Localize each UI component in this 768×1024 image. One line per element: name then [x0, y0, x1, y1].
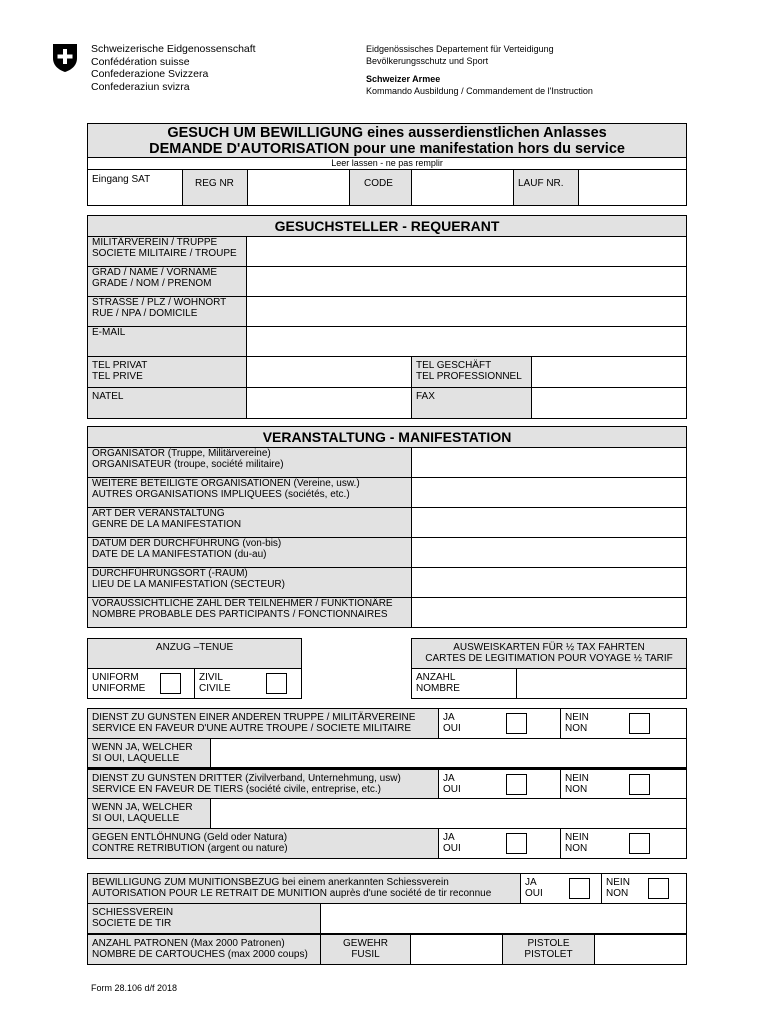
other-orgs-label-de: WEITERE BETEILIGTE ORGANISATIONEN (Vereine, usw.)	[92, 478, 360, 489]
manifestation-heading: VERANSTALTUNG - MANIFESTATION	[88, 427, 687, 448]
confederation-fr: Confédération suisse	[91, 55, 190, 68]
munition-label-fr: AUTORISATION POUR LE RETRAIT DE MUNITION auprès d'une société de tir reconnue	[92, 888, 492, 899]
participants-field[interactable]	[412, 598, 687, 628]
schiessverein-label-fr: SOCIETE DE TIR	[92, 918, 172, 929]
tenue-table	[87, 638, 302, 699]
participants-label-de: VORAUSSICHTLICHE ZAHL DER TEILNEHMER / FUNKTIONÄRE	[92, 598, 393, 609]
organisator-label	[88, 448, 412, 478]
retribution-nein-checkbox[interactable]	[629, 833, 650, 854]
third-party-ja-cell	[501, 769, 561, 799]
form-number: Form 28.106 d/f 2018	[91, 983, 178, 993]
verein-label-fr: SOCIETE MILITAIRE / TROUPE	[92, 248, 237, 259]
verein-label	[88, 237, 247, 267]
dienst-table	[87, 708, 687, 859]
gewehr-label-fr: FUSIL	[351, 949, 380, 960]
gewehr-label	[321, 935, 411, 965]
schiessverein-field[interactable]	[321, 904, 687, 934]
non-label: NON	[565, 843, 588, 854]
office-use-note: Leer lassen - ne pas remplir	[88, 158, 687, 170]
name-label-de: GRAD / NAME / VORNAME	[92, 267, 218, 278]
schiessverein-label	[88, 904, 321, 934]
organisator-field[interactable]	[412, 448, 687, 478]
third-party-ja-checkbox[interactable]	[506, 774, 527, 795]
anzahl-label	[412, 669, 517, 699]
verein-field[interactable]	[247, 237, 687, 267]
oui-label: OUI	[525, 888, 543, 899]
lauf-nr-label: LAUF NR.	[514, 170, 579, 206]
nein-label: NEIN	[565, 712, 589, 723]
third-party-nein-label	[561, 769, 623, 799]
other-orgs-label-fr: AUTRES ORGANISATIONS IMPLIQUEES (sociétés, etc.)	[92, 489, 350, 500]
zivil-checkbox-cell	[261, 669, 302, 699]
other-troop-ja-checkbox[interactable]	[506, 713, 527, 734]
uniform-label	[88, 669, 154, 699]
natel-field[interactable]	[247, 388, 412, 419]
requerant-table	[87, 215, 687, 419]
schiessverein-label-de: SCHIESSVEREIN	[92, 907, 174, 918]
organisator-label-fr: ORGANISATEUR (troupe, société militaire)	[92, 459, 284, 470]
other-troop-label-fr: SERVICE EN FAVEUR D'UNE AUTRE TROUPE / SOCIETE MILITAIRE	[92, 723, 412, 734]
munition-ja-checkbox[interactable]	[569, 878, 590, 899]
name-field[interactable]	[247, 267, 687, 297]
third-party-label-de: DIENST ZU GUNSTEN DRITTER (Zivilverband, Unternehmung, usw)	[92, 773, 401, 784]
third-party-nein-checkbox[interactable]	[629, 774, 650, 795]
uniform-checkbox[interactable]	[160, 673, 181, 694]
oui-label: OUI	[443, 723, 461, 734]
participants-label-fr: NOMBRE PROBABLE DES PARTICIPANTS / FONCTIONNAIRES	[92, 609, 388, 620]
third-party-which-field[interactable]	[211, 799, 687, 829]
participants-label	[88, 598, 412, 628]
tel-geschaeft-field[interactable]	[532, 357, 687, 388]
other-troop-ja-cell	[501, 709, 561, 739]
event-date-label-de: DATUM DER DURCHFÜHRUNG (von-bis)	[92, 538, 282, 549]
non-label: NON	[606, 888, 629, 899]
patronen-table	[87, 934, 687, 965]
gewehr-label-de: GEWEHR	[343, 938, 388, 949]
address-label-fr: RUE / NPA / DOMICILE	[92, 308, 198, 319]
swiss-coat-of-arms-icon	[52, 43, 78, 73]
name-label-fr: GRADE / NOM / PRENOM	[92, 278, 212, 289]
event-location-label	[88, 568, 412, 598]
other-troop-label-de: DIENST ZU GUNSTEN EINER ANDEREN TRUPPE / MILITÄRVEREINE	[92, 712, 416, 723]
tenue-heading: ANZUG –TENUE	[88, 639, 302, 669]
other-troop-ja-label	[439, 709, 501, 739]
event-location-label-de: DURCHFÜHRUNGSORT (-RAUM)	[92, 568, 248, 579]
ja-label: JA	[525, 877, 537, 888]
tel-privat-field[interactable]	[247, 357, 412, 388]
form-title-fr: DEMANDE D'AUTORISATION pour une manifestation hors du service	[149, 141, 625, 157]
retribution-label	[88, 829, 439, 859]
zivil-checkbox[interactable]	[266, 673, 287, 694]
which-label-fr: SI OUI, LAQUELLE	[92, 753, 180, 764]
oui-label: OUI	[443, 784, 461, 795]
ausweis-table	[411, 638, 687, 699]
pistole-label-de: PISTOLE	[527, 938, 570, 949]
zivil-label	[195, 669, 261, 699]
other-troop-label	[88, 709, 439, 739]
nein-label: NEIN	[565, 832, 589, 843]
organisator-label-de: ORGANISATOR (Truppe, Militärvereine)	[92, 448, 271, 459]
tel-geschaeft-label-de: TEL GESCHÄFT	[416, 360, 492, 371]
patronen-label-fr: NOMBRE DE CARTOUCHES (max 2000 coups)	[92, 949, 308, 960]
address-label	[88, 297, 247, 327]
retribution-nein-label	[561, 829, 623, 859]
confederation-de: Schweizerische Eidgenossenschaft	[91, 43, 256, 55]
retribution-nein-cell	[623, 829, 687, 859]
department-block	[366, 44, 593, 97]
department-line-1: Eidgenössisches Departement für Verteidigung	[366, 44, 554, 54]
tel-privat-label	[88, 357, 247, 388]
gewehr-field[interactable]	[411, 935, 503, 965]
pistole-field[interactable]	[595, 935, 687, 965]
zivil-label-fr: CIVILE	[199, 683, 231, 694]
nein-label: NEIN	[565, 773, 589, 784]
event-location-field[interactable]	[412, 568, 687, 598]
ausweis-heading	[412, 639, 687, 669]
department-line-2: Bevölkerungsschutz und Sport	[366, 55, 489, 66]
command-name: Kommando Ausbildung / Commandement de l'Instruction	[366, 85, 593, 96]
other-troop-nein-label	[561, 709, 623, 739]
code-field[interactable]	[412, 170, 514, 206]
retribution-ja-cell	[501, 829, 561, 859]
event-date-field[interactable]	[412, 538, 687, 568]
ja-label: JA	[443, 832, 455, 843]
nein-label: NEIN	[606, 877, 630, 888]
retribution-label-fr: CONTRE RETRIBUTION (argent ou nature)	[92, 843, 288, 854]
code-label: CODE	[350, 170, 412, 206]
other-orgs-field[interactable]	[412, 478, 687, 508]
tel-privat-label-fr: TEL PRIVE	[92, 371, 143, 382]
patronen-label-de: ANZAHL PATRONEN (Max 2000 Patronen)	[92, 938, 285, 949]
other-troop-nein-cell	[623, 709, 687, 739]
event-date-label-fr: DATE DE LA MANIFESTATION (du-au)	[92, 549, 267, 560]
retribution-ja-label	[439, 829, 501, 859]
title-table	[87, 123, 687, 206]
tel-privat-label-de: TEL PRIVAT	[92, 360, 148, 371]
which-label-de: WENN JA, WELCHER	[92, 802, 193, 813]
pistole-label	[503, 935, 595, 965]
eingang-sat-label: Eingang SAT	[88, 170, 183, 206]
munition-label	[88, 874, 521, 904]
other-troop-which-label	[88, 739, 211, 769]
third-party-nein-cell	[623, 769, 687, 799]
reg-nr-label: REG NR	[183, 170, 248, 206]
event-date-label	[88, 538, 412, 568]
event-location-label-fr: LIEU DE LA MANIFESTATION (SECTEUR)	[92, 579, 285, 590]
uniform-label-fr: UNIFORME	[92, 683, 146, 694]
anzahl-label-de: ANZAHL	[416, 672, 456, 683]
non-label: NON	[565, 723, 588, 734]
email-label: E-MAIL	[88, 327, 247, 357]
third-party-label-fr: SERVICE EN FAVEUR DE TIERS (société civile, entreprise, etc.)	[92, 784, 381, 795]
other-orgs-label	[88, 478, 412, 508]
oui-label: OUI	[443, 843, 461, 854]
third-party-ja-label	[439, 769, 501, 799]
ausweis-heading-de: AUSWEISKARTEN FÜR ½ TAX FAHRTEN	[453, 642, 645, 653]
ja-label: JA	[443, 712, 455, 723]
tel-geschaeft-label-fr: TEL PROFESSIONNEL	[416, 371, 522, 382]
which-label-de: WENN JA, WELCHER	[92, 742, 193, 753]
event-type-label-de: ART DER VERANSTALTUNG	[92, 508, 225, 519]
fax-field[interactable]	[532, 388, 687, 419]
anzahl-label-fr: NOMBRE	[416, 683, 460, 694]
address-field[interactable]	[247, 297, 687, 327]
confederation-names	[91, 43, 256, 93]
ausweis-heading-fr: CARTES DE LEGITIMATION POUR VOYAGE ½ TARIF	[425, 653, 673, 664]
lauf-nr-field[interactable]	[579, 170, 687, 206]
email-field[interactable]	[247, 327, 687, 357]
verein-label-de: MILITÄRVEREIN / TRUPPE	[92, 237, 218, 248]
retribution-label-de: GEGEN ENTLÖHNUNG (Geld oder Natura)	[92, 832, 288, 843]
confederation-it: Confederazione Svizzera	[91, 68, 209, 80]
anzahl-field[interactable]	[517, 669, 687, 699]
form-title-de: GESUCH UM BEWILLIGUNG eines ausserdienstlichen Anlasses	[167, 125, 607, 141]
pistole-label-fr: PISTOLET	[524, 949, 573, 960]
reg-nr-field[interactable]	[248, 170, 350, 206]
requerant-heading: GESUCHSTELLER - REQUERANT	[88, 216, 687, 237]
other-troop-which-field[interactable]	[211, 739, 687, 769]
munition-nein-cell	[602, 874, 687, 904]
army-name: Schweizer Armee	[366, 74, 441, 84]
other-troop-nein-checkbox[interactable]	[629, 713, 650, 734]
munition-nein-checkbox[interactable]	[648, 878, 669, 899]
natel-label: NATEL	[88, 388, 247, 419]
manifestation-table	[87, 426, 687, 628]
ja-label: JA	[443, 773, 455, 784]
patronen-label	[88, 935, 321, 965]
confederation-rm: Confederaziun svizra	[91, 80, 190, 93]
third-party-which-label	[88, 799, 211, 829]
address-label-de: STRASSE / PLZ / WOHNORT	[92, 297, 227, 308]
munition-ja-cell	[563, 874, 602, 904]
form-title	[88, 124, 687, 158]
non-label: NON	[565, 784, 588, 795]
munition-label-de: BEWILLIGUNG ZUM MUNITIONSBEZUG bei einem anerkannten Schiessverein	[92, 877, 449, 888]
munition-table	[87, 873, 687, 934]
munition-ja-label	[521, 874, 563, 904]
uniform-checkbox-cell	[154, 669, 195, 699]
fax-label: FAX	[412, 388, 532, 419]
third-party-label	[88, 769, 439, 799]
event-type-field[interactable]	[412, 508, 687, 538]
retribution-ja-checkbox[interactable]	[506, 833, 527, 854]
event-type-label	[88, 508, 412, 538]
tel-geschaeft-label	[412, 357, 532, 388]
zivil-label-de: ZIVIL	[199, 672, 223, 683]
uniform-label-de: UNIFORM	[92, 672, 139, 683]
which-label-fr: SI OUI, LAQUELLE	[92, 813, 180, 824]
name-label	[88, 267, 247, 297]
event-type-label-fr: GENRE DE LA MANIFESTATION	[92, 519, 242, 530]
